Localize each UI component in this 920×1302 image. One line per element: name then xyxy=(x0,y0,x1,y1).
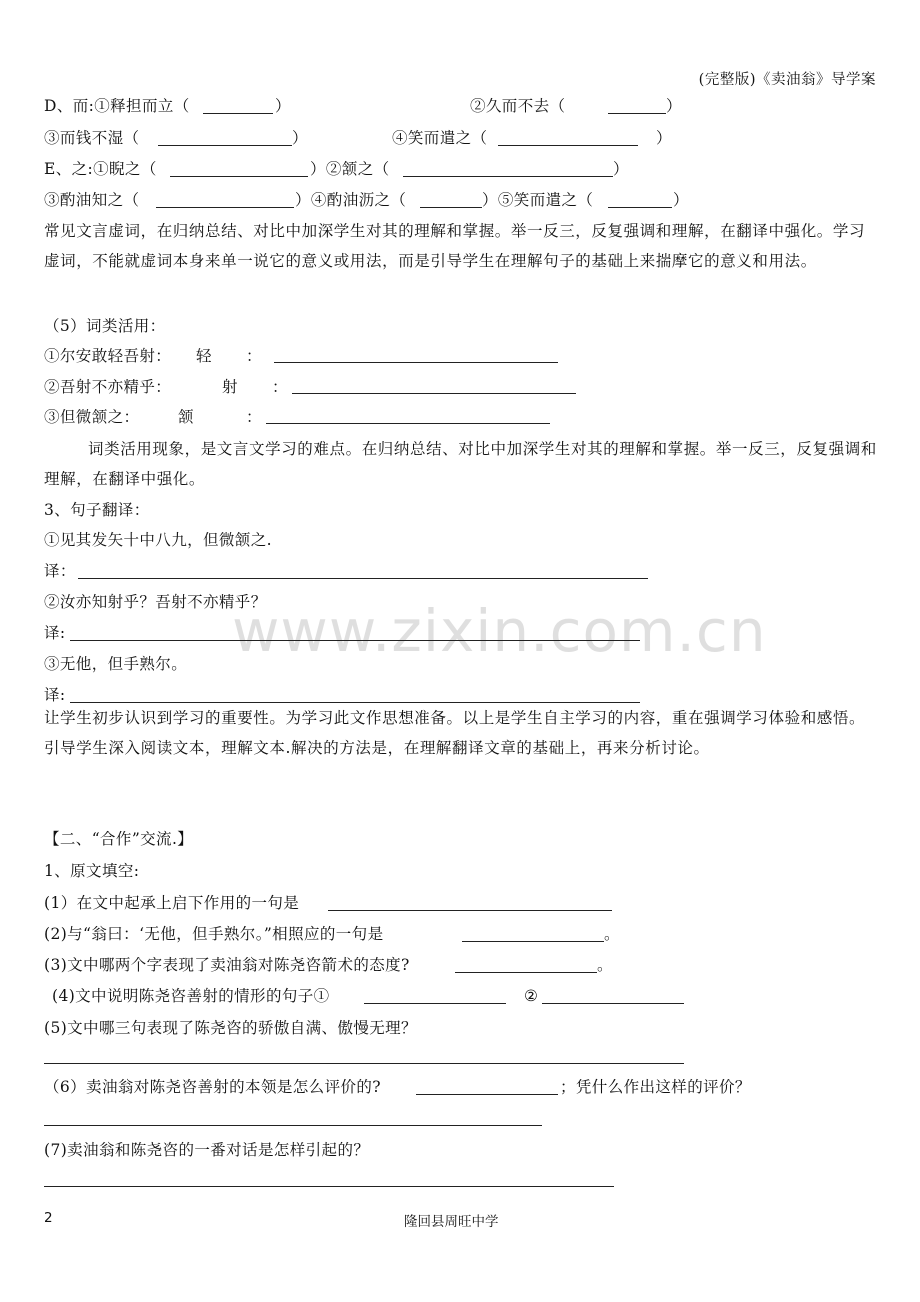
answer-line[interactable] xyxy=(44,1186,614,1187)
blank-line[interactable] xyxy=(170,176,308,177)
answer-line[interactable] xyxy=(542,1003,684,1004)
question-5: (5)文中哪三句表现了陈尧咨的骄傲自满、傲慢无理？ xyxy=(44,1019,417,1037)
blank-line[interactable] xyxy=(156,207,294,208)
translate-sentence-2: ②汝亦知射乎？吾射不亦精乎？ xyxy=(44,593,267,611)
blank-line[interactable] xyxy=(158,145,292,146)
section-d-item4: ④笑而遣之（ xyxy=(392,129,488,147)
answer-line[interactable] xyxy=(455,972,597,973)
close-paren: ） xyxy=(292,129,308,147)
answer-line[interactable] xyxy=(44,1125,542,1126)
ciling-title: （5）词类活用： xyxy=(44,317,166,335)
part2-title: 【二、“合作”交流.】 xyxy=(44,830,194,848)
answer-line[interactable] xyxy=(266,423,550,424)
answer-line[interactable] xyxy=(328,910,612,911)
close-paren: ） xyxy=(275,97,291,115)
translation-line[interactable] xyxy=(78,578,648,579)
answer-line[interactable] xyxy=(274,362,558,363)
blank-line[interactable] xyxy=(203,113,273,114)
answer-line[interactable] xyxy=(292,393,576,394)
fill-title: 1、原文填空: xyxy=(44,862,140,880)
translate-title: 3、句子翻译： xyxy=(44,501,150,519)
question-4-second: ② xyxy=(524,987,539,1005)
answer-line[interactable] xyxy=(462,941,604,942)
blank-line[interactable] xyxy=(498,145,638,146)
ciling-word-1: 轻 xyxy=(196,347,212,365)
note-translate: 让学生初步认识到学习的重要性。为学习此文作思想准备。以上是学生自主学习的内容，重在强调学习体验和感悟。引导学生深入阅读文本，理解文本.解决的方法是，在理解翻译文章的基础上，再来分析讨论。 xyxy=(44,709,866,757)
answer-line[interactable] xyxy=(364,1003,506,1004)
translate-label-2: 译: xyxy=(44,624,66,642)
page-number: 2 xyxy=(44,1210,53,1226)
colon: ： xyxy=(246,347,262,365)
watermark: www.zixin.com.cn xyxy=(232,597,767,665)
answer-line[interactable] xyxy=(416,1094,558,1095)
section-e-prefix: E、之:①睨之（ xyxy=(44,160,157,178)
section-d-item2: ②久而不去（ xyxy=(470,97,566,115)
blank-line[interactable] xyxy=(420,207,482,208)
close-paren: ） xyxy=(613,160,629,178)
blank-line[interactable] xyxy=(608,113,666,114)
translation-line[interactable] xyxy=(70,640,640,641)
section-e-item3: ③酌油知之（ xyxy=(44,191,140,209)
note-ciling: 词类活用现象，是文言文学习的难点。在归纳总结、对比中加深学生对其的理解和掌握。举一反三，反复强调和理解，在翻译中强化。 xyxy=(44,440,877,488)
question-6: （6）卖油翁对陈尧咨善射的本领是怎么评价的? xyxy=(44,1078,381,1096)
close-paren: ） xyxy=(673,191,689,209)
translate-label-3: 译: xyxy=(44,686,66,704)
period: 。 xyxy=(597,956,613,974)
colon: ： xyxy=(272,378,288,396)
note-xuci: 常见文言虚词，在归纳总结、对比中加深学生对其的理解和掌握。举一反三，反复强调和理解，在翻译中强化。学习虚词，不能就虚词本身来单一说它的意义或用法，而是引导学生在理解句子的基础上来揣摩它的意义和用法。 xyxy=(44,222,866,270)
close-paren: ） xyxy=(656,129,672,147)
ciling-word-2: 射 xyxy=(222,378,238,396)
blank-line[interactable] xyxy=(608,207,672,208)
school-name: 隆回县周旺中学 xyxy=(404,1214,499,1230)
page-header: (完整版)《卖油翁》导学案 xyxy=(698,72,876,88)
translate-sentence-1: ①见其发矢十中八九，但微颔之. xyxy=(44,531,272,549)
question-7: (7)卖油翁和陈尧咨的一番对话是怎样引起的？ xyxy=(44,1141,370,1159)
answer-line[interactable] xyxy=(44,1063,684,1064)
question-1: (1）在文中起承上启下作用的一句是 xyxy=(44,894,300,912)
blank-line[interactable] xyxy=(403,176,613,177)
section-d-prefix: D、而:①释担而立（ xyxy=(44,97,190,115)
ciling-sentence-2: ②吾射不亦精乎： xyxy=(44,378,172,396)
section-e-item5: ）⑤笑而遣之（ xyxy=(482,191,594,209)
ciling-sentence-3: ③但微颔之： xyxy=(44,408,140,426)
translate-sentence-3: ③无他，但手熟尔。 xyxy=(44,655,188,673)
period: 。 xyxy=(604,925,620,943)
question-4: (4)文中说明陈尧咨善射的情形的句子① xyxy=(52,987,330,1005)
colon: ： xyxy=(246,408,262,426)
close-paren: ） xyxy=(666,97,682,115)
ciling-sentence-1: ①尔安敢轻吾射： xyxy=(44,347,172,365)
section-e-item2: ）②颔之（ xyxy=(310,160,390,178)
question-3: (3)文中哪两个字表现了卖油翁对陈尧咨箭术的态度? xyxy=(44,956,410,974)
section-e-item4: ）④酌油沥之（ xyxy=(295,191,407,209)
section-d-item3: ③而钱不湿（ xyxy=(44,129,140,147)
translate-label-1: 译： xyxy=(44,562,76,580)
ciling-word-3: 颔 xyxy=(178,408,194,426)
question-2: (2)与“翁曰：‘无他，但手熟尔。”相照应的一句是 xyxy=(44,925,384,943)
question-6-followup: ；凭什么作出这样的评价？ xyxy=(560,1078,751,1096)
